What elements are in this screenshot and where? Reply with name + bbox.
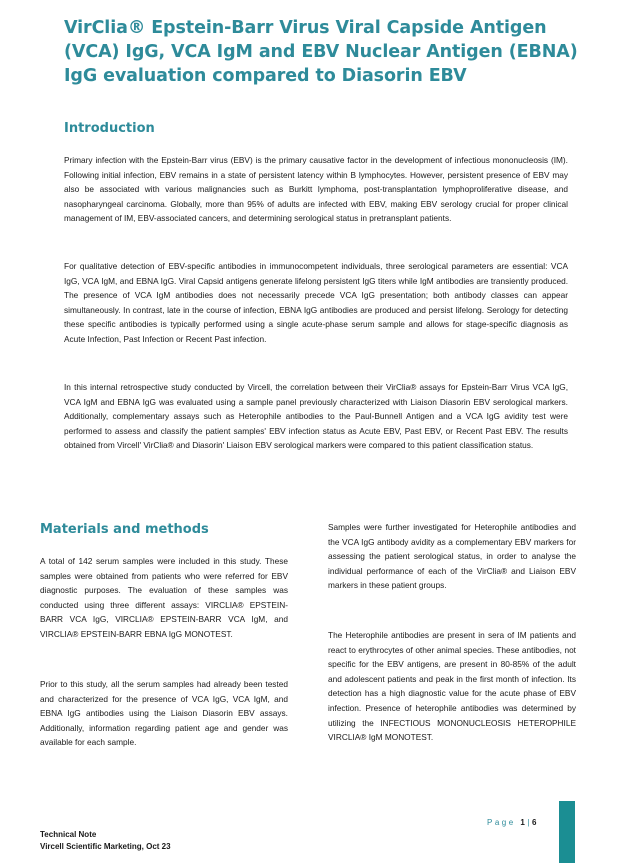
intro-paragraph-2: For qualitative detection of EBV-specific antibodies in immunocompetent individuals, three serological parameters are essential: VCA IgG, VCA IgM, and EBNA IgG. Viral Capsid antigens generate lifelong persistent IgG titers while IgM antibodies are transiently produced. The presence of VCA IgM antibodies does not necessarily precede VCA IgG presentation; both antibody classes can appear simultaneously. In contrast, late in the course of infection, EBNA IgG antibodies are produced and persist lifelong. Serology for detecting these specific antibodies is typically performed using a single acute-phase serum sample and allows for stage-specific diagnosis as Acute Infection, Past Infection or Recent Past infection. [64, 261, 568, 344]
materials-right-paragraph-1: Samples were further investigated for Heterophile antibodies and the VCA IgG antibody avidity as a complementary EBV markers for assessing the patient serological status, in order to analyse the individual performance of each of the VirClia® and Liaison EBV markers in these patient groups. [328, 522, 576, 591]
intro-paragraph-3: In this internal retrospective study conducted by Vircell, the correlation between their VirClia® assays for Epstein-Barr Virus VCA IgG, VCA IgM and EBNA IgG was evaluated using a sample panel previously characterized with Liaison Diasorin EBV serological markers. Additionally, complementary assays such as Heterophile antibodies to the Paul-Bunnell Antigen and a VCA IgG avidity test were performed to assess and classify the patient samples' EBV infection status as Acute EBV, Past EBV, or Recent Past EBV. The results obtained from Vircell' VirClia® and Diasorin' Liaison EBV serological markers were compared to this patient classification status. [64, 382, 568, 451]
page-number [487, 818, 539, 827]
page-separator: | [527, 818, 532, 827]
materials-right-paragraph-2: The Heterophile antibodies are present in sera of IM patients and react to erythrocytes of other animal species. These antibodies, not specific for the EBV antigens, are present in 80-85% of the adult and adolescent patients and peak in the first month of infection. Its detection has a high diagnostic value for the acute phase of EBV infection. Presence of heterophile antibodies was determined by utilizing the INFECTIOUS MONONUCLEOSIS HETEROPHILE VIRCLIA® IgM MONOTEST. [328, 630, 576, 743]
footer-info [40, 829, 171, 853]
footer-author-date: Vircell Scientific Marketing, Oct 23 [40, 842, 171, 851]
document-title: VirClia® Epstein-Barr Virus Viral Capside Antigen (VCA) IgG, VCA IgM and EBV Nuclear Antigen (EBNA) IgG evaluation compared to Diasorin EBV [64, 18, 578, 86]
materials-left-paragraph-1: A total of 142 serum samples were included in this study. These samples were obtained from patients who were referred for EBV diagnostic purposes. The evaluation of these samples was conducted using three different assays: VIRCLIA® EPSTEIN-BARR VCA IgG, VIRCLIA® EPSTEIN-BARR VCA IgM, and VIRCLIA® EPSTEIN-BARR EBNA IgG MONOTEST. [40, 556, 288, 639]
page-current: 1 [520, 818, 528, 827]
intro-paragraph-1: Primary infection with the Epstein-Barr virus (EBV) is the primary causative factor in the development of infectious mononucleosis (IM). Following initial infection, EBV remains in a state of persistent latency within B lymphocytes. However, persistent presence of EBV may also be associated with various malignancies such as Burkitt lymphoma, post-transplantation lymphoproliferative disease, and nasopharyngeal carcinoma. Globally, more than 95% of adults are infected with EBV, making EBV serology crucial for proper clinical management of IM, EBV-associated cancers, and determining serological status in pretransplant patients. [64, 155, 568, 224]
footer-accent-bar [559, 801, 575, 863]
introduction-heading: Introduction [64, 121, 155, 136]
page-word: Page [487, 818, 516, 827]
materials-methods-heading: Materials and methods [40, 522, 209, 537]
materials-left-paragraph-2: Prior to this study, all the serum samples had already been tested and characterized for the presence of VCA IgG, VCA IgM, and EBNA IgG antibodies using the Liaison Diasorin EBV assays. Additionally, information regarding patient age and gender was available for each sample. [40, 679, 288, 748]
page-total: 6 [531, 818, 539, 827]
footer-doc-type: Technical Note [40, 830, 97, 839]
